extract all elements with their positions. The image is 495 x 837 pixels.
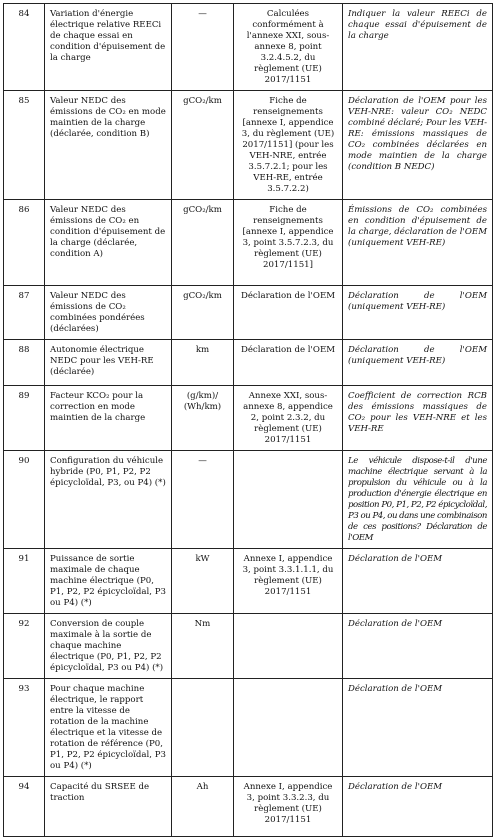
row-number: 89	[4, 386, 45, 451]
row-description: Conversion de couple maximale à la sortie de chaque machine électrique (P0, P1, P2, P2 épicycloïdal, P3 ou P4) (*)	[45, 614, 172, 679]
row-comment: Déclaration de l'OEM	[343, 614, 493, 679]
row-number: 87	[4, 286, 45, 340]
row-source: Calculées conformément à l'annexe XXI, sous-annexe 8, point 3.2.4.5.2, du règlement (UE) 2017/1151	[234, 4, 343, 91]
row-comment: Déclaration de l'OEM (uniquement VEH-RE)	[343, 286, 493, 340]
row-number: 91	[4, 549, 45, 614]
row-source: Annexe XXI, sous-annexe 8, appendice 2, point 2.3.2, du règlement (UE) 2017/1151	[234, 386, 343, 451]
row-source	[234, 451, 343, 549]
row-unit: gCO₂/km	[172, 91, 234, 200]
row-comment: Déclaration de l'OEM	[343, 549, 493, 614]
row-number: 86	[4, 200, 45, 286]
table-row	[4, 286, 493, 340]
row-number: 93	[4, 679, 45, 777]
row-comment: Déclaration de l'OEM (uniquement VEH-RE)	[343, 340, 493, 386]
table-row	[4, 91, 493, 200]
row-description: Facteur KCO₂ pour la correction en mode maintien de la charge	[45, 386, 172, 451]
row-source: Déclaration de l'OEM	[234, 340, 343, 386]
row-description: Autonomie électrique NEDC pour les VEH-RE (déclarée)	[45, 340, 172, 386]
row-description: Puissance de sortie maximale de chaque machine électrique (P0, P1, P2, P2 épicycloïdal, P3 ou P4) (*)	[45, 549, 172, 614]
row-comment: Coefficient de correction RCB des émissions massiques de CO₂ pour les VEH-NRE et les VEH-RE	[343, 386, 493, 451]
row-number: 88	[4, 340, 45, 386]
row-unit: —	[172, 451, 234, 549]
row-comment: Déclaration de l'OEM	[343, 679, 493, 777]
table-row	[4, 777, 493, 837]
row-source: Annexe I, appendice 3, point 3.3.2.3, du règlement (UE) 2017/1151	[234, 777, 343, 837]
row-comment: Déclaration de l'OEM pour les VEH-NRE: valeur CO₂ NEDC combiné déclaré; Pour les VEH-RE: émissions massiques de CO₂ combinées déclarées en mode maintien de la charge (condition B NEDC)	[343, 91, 493, 200]
row-source: Déclaration de l'OEM	[234, 286, 343, 340]
table-row	[4, 679, 493, 777]
row-description: Configuration du véhicule hybride (P0, P1, P2, P2 épicycloïdal, P3, ou P4) (*)	[45, 451, 172, 549]
row-unit: gCO₂/km	[172, 286, 234, 340]
row-unit: kW	[172, 549, 234, 614]
table-row	[4, 549, 493, 614]
data-table	[3, 3, 493, 837]
row-comment: Le véhicule dispose-t-il d'une machine électrique servant à la propulsion du véhicule ou à la production d'énergie électrique en position P0, P1, P2, P2 épicycloïdal, P3 ou P4, ou dans une combinaison de ces positions? Déclaration de l'OEM	[343, 451, 493, 549]
table-row	[4, 200, 493, 286]
row-number: 94	[4, 777, 45, 837]
row-source: Fiche de renseignements [annexe I, appendice 3, du règlement (UE) 2017/1151] (pour les VEH-NRE, entrée 3.5.7.2.1; pour les VEH-RE, entrée 3.5.7.2.2)	[234, 91, 343, 200]
row-unit: (g/km)/ (Wh/km)	[172, 386, 234, 451]
row-unit	[172, 679, 234, 777]
table-row	[4, 451, 493, 549]
row-description: Valeur NEDC des émissions de CO₂ combinées pondérées (déclarées)	[45, 286, 172, 340]
table-row	[4, 386, 493, 451]
row-number: 92	[4, 614, 45, 679]
row-description: Valeur NEDC des émissions de CO₂ en mode maintien de la charge (déclarée, condition B)	[45, 91, 172, 200]
row-description: Variation d'énergie électrique relative REECi de chaque essai en condition d'épuisement de la charge	[45, 4, 172, 91]
row-unit: Ah	[172, 777, 234, 837]
row-number: 85	[4, 91, 45, 200]
row-description: Pour chaque machine électrique, le rapport entre la vitesse de rotation de la machine électrique et la vitesse de rotation de référence (P0, P1, P2, P2 épicycloïdal, P3 ou P4) (*)	[45, 679, 172, 777]
row-source: Annexe I, appendice 3, point 3.3.1.1.1, du règlement (UE) 2017/1151	[234, 549, 343, 614]
row-description: Capacité du SRSEE de traction	[45, 777, 172, 837]
table-row	[4, 4, 493, 91]
row-unit: km	[172, 340, 234, 386]
row-comment: Indiquer la valeur REECi de chaque essai d'épuisement de la charge	[343, 4, 493, 91]
row-unit: —	[172, 4, 234, 91]
table-row	[4, 340, 493, 386]
row-number: 90	[4, 451, 45, 549]
row-source	[234, 679, 343, 777]
row-unit: gCO₂/km	[172, 200, 234, 286]
row-source	[234, 614, 343, 679]
row-source: Fiche de renseignements [annexe I, appendice 3, point 3.5.7.2.3, du règlement (UE) 2017/1151]	[234, 200, 343, 286]
row-description: Valeur NEDC des émissions de CO₂ en condition d'épuisement de la charge (déclarée, condition A)	[45, 200, 172, 286]
row-comment: Déclaration de l'OEM	[343, 777, 493, 837]
row-unit: Nm	[172, 614, 234, 679]
row-number: 84	[4, 4, 45, 91]
row-comment: Émissions de CO₂ combinées en condition d'épuisement de la charge, déclaration de l'OEM (uniquement VEH-RE)	[343, 200, 493, 286]
table-row	[4, 614, 493, 679]
